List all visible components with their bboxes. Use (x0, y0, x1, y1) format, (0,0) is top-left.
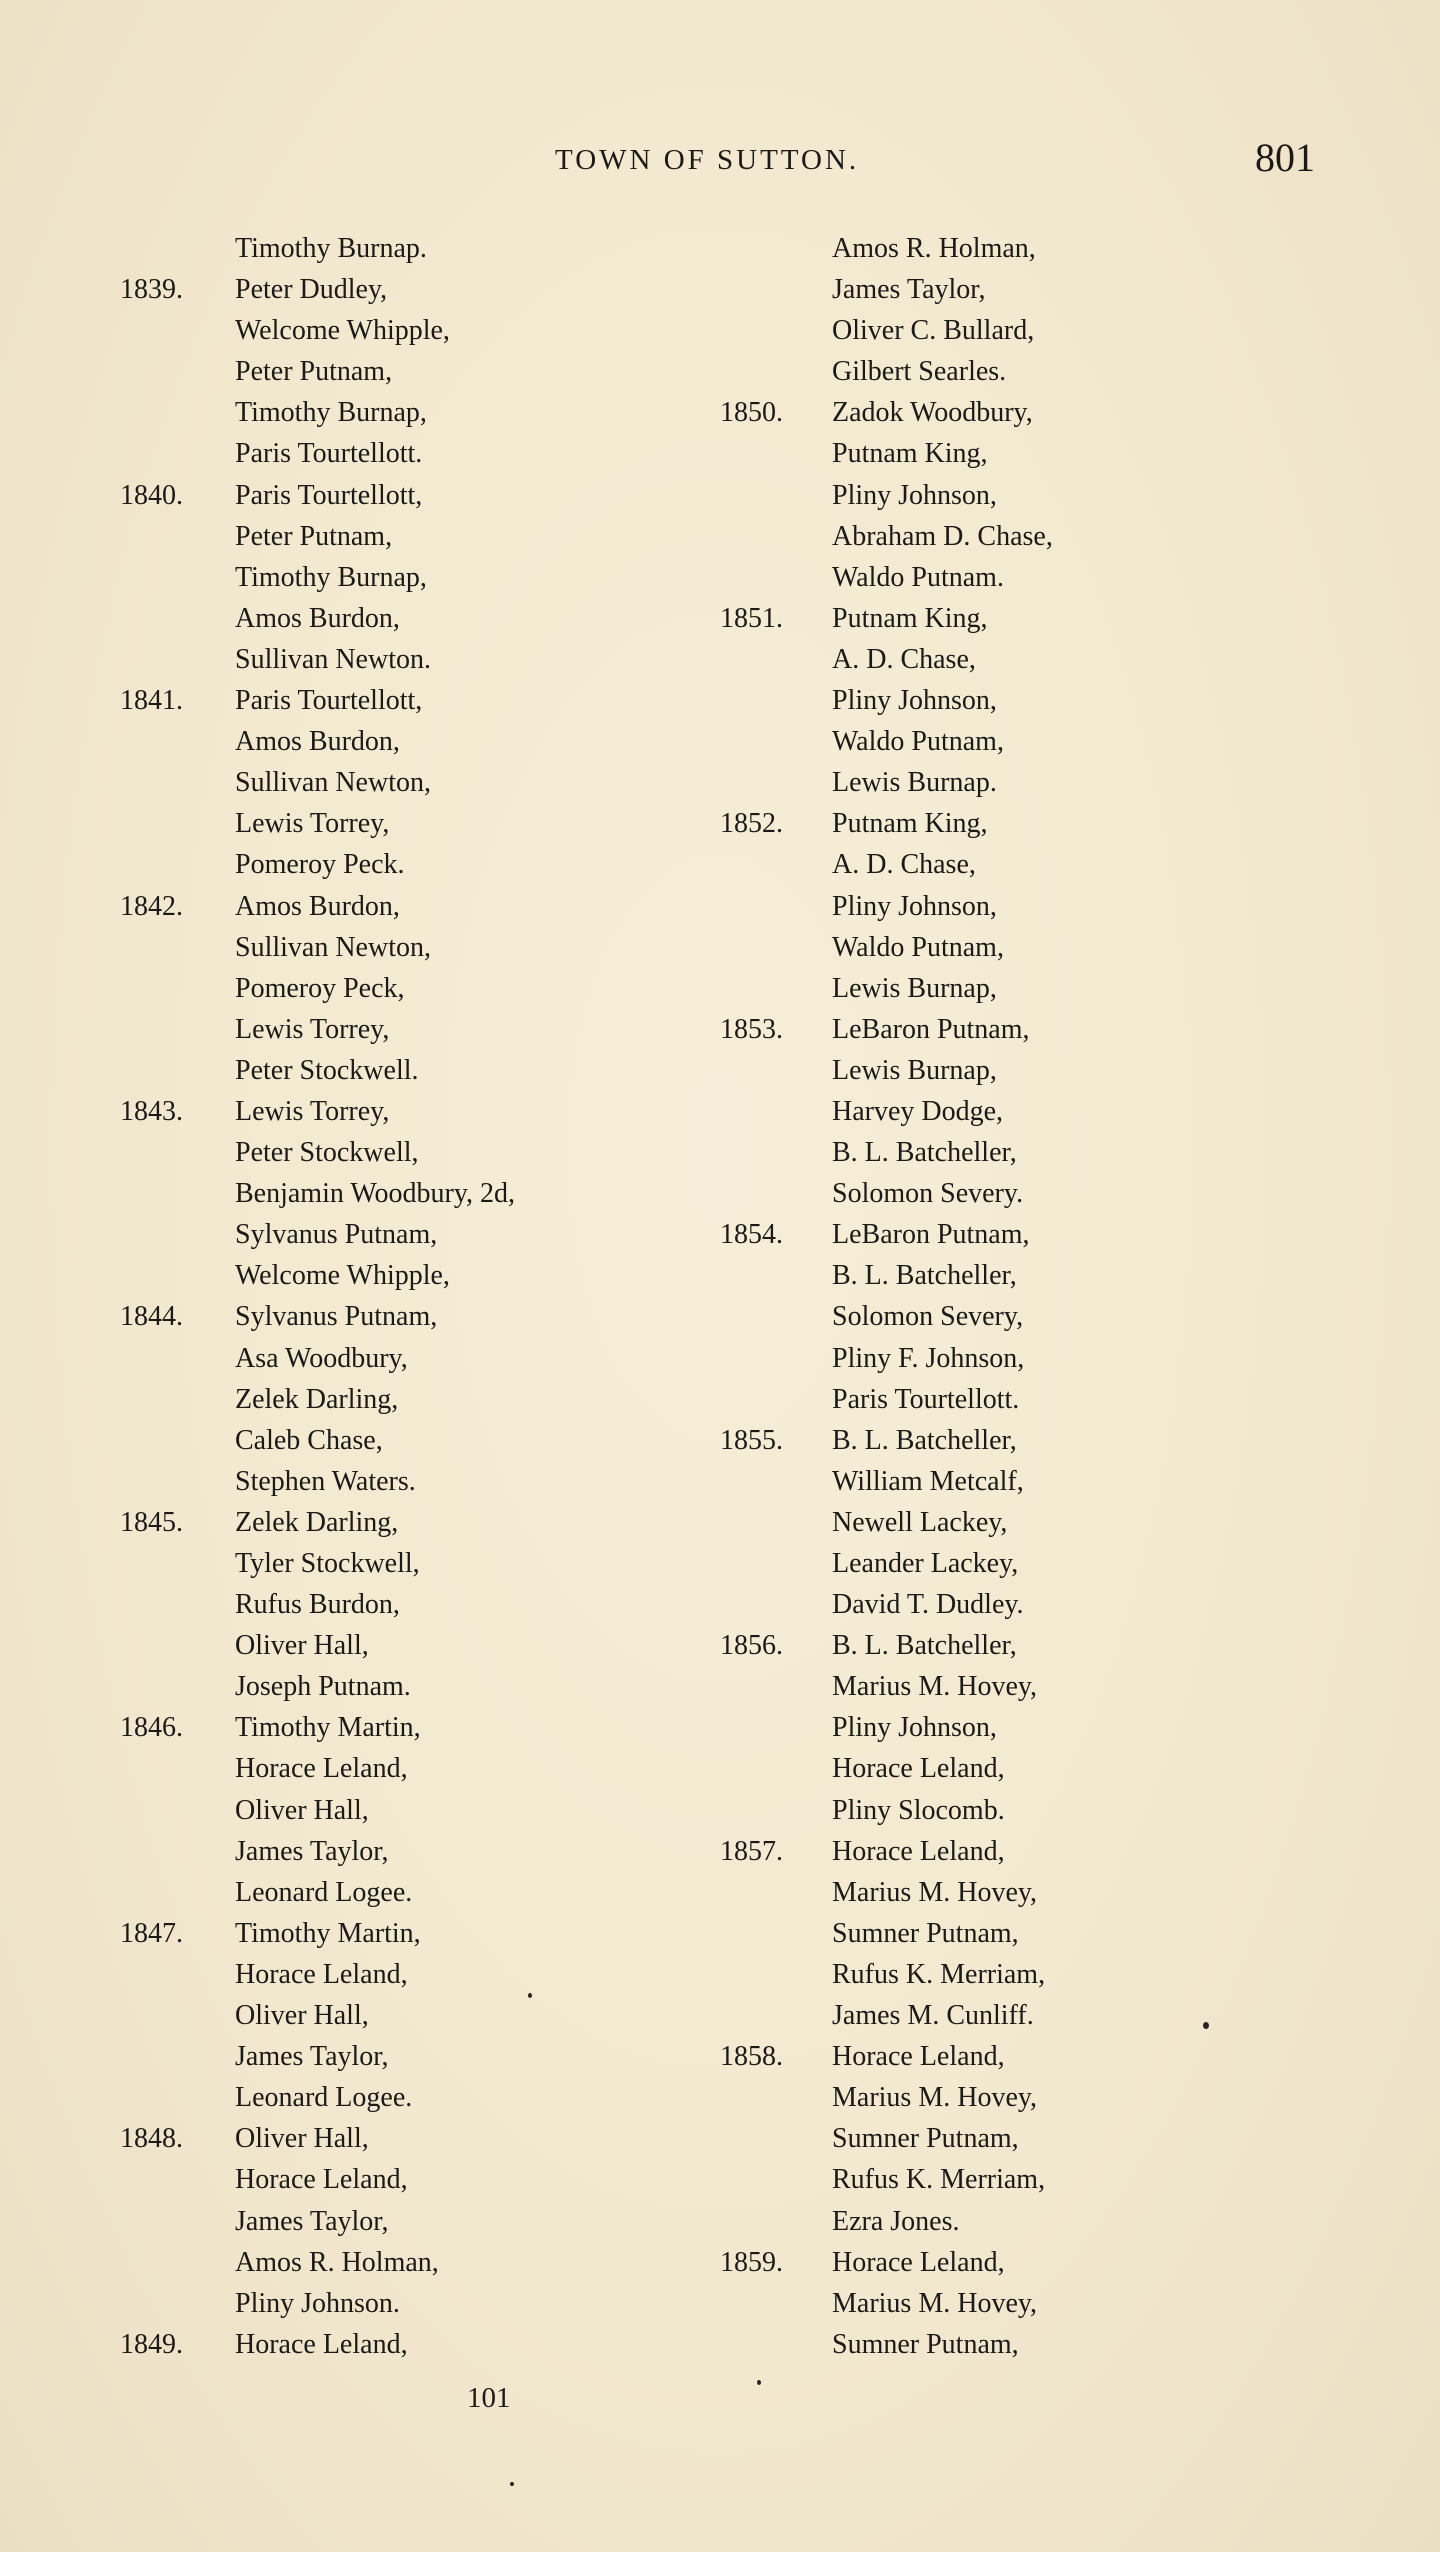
entry-name: Paris Tourtellott, (235, 479, 423, 511)
entry-name: Tyler Stockwell, (235, 1548, 420, 1579)
entry-name: Amos Burdon, (235, 602, 400, 634)
entry-name: Welcome Whipple, (235, 315, 450, 347)
entry-name: Marius M. Hovey, (832, 2082, 1038, 2114)
entry-year: 1840. (120, 479, 183, 511)
entry-year: 1856. (720, 1630, 783, 1662)
entry-name: Lewis Torrey, (235, 1095, 390, 1127)
paper-speck (528, 1993, 532, 1998)
running-title: TOWN OF SUTTON. (555, 144, 860, 176)
entry-name: Sumner Putnam, (832, 1917, 1019, 1949)
entry-name: Lewis Burnap, (832, 1054, 997, 1086)
entry-name: Timothy Burnap. (235, 233, 427, 264)
entry-name: Sullivan Newton. (235, 643, 431, 675)
entry-year: 1841. (120, 685, 183, 717)
entry-name: Horace Leland, (235, 1753, 408, 1785)
entry-name: Pliny Johnson. (235, 2287, 400, 2319)
entry-name: Zadok Woodbury, (832, 397, 1033, 429)
entry-name: Timothy Burnap, (235, 397, 427, 429)
entry-name: LeBaron Putnam, (832, 1219, 1030, 1251)
entry-year: 1842. (120, 890, 183, 922)
entry-name: Newell Lackey, (832, 1506, 1008, 1538)
entry-name: Joseph Putnam. (235, 1671, 411, 1703)
entry-name: Lewis Burnap. (832, 767, 997, 799)
entry-name: Oliver Hall, (235, 2123, 369, 2155)
entry-name: Marius M. Hovey, (832, 2287, 1038, 2319)
entry-name: Stephen Waters. (235, 1465, 416, 1497)
entry-name: Harvey Dodge, (832, 1095, 1004, 1127)
entry-year: 1859. (720, 2246, 783, 2278)
entry-year: 1844. (120, 1301, 183, 1333)
entry-name: B. L. Batcheller, (832, 1137, 1017, 1169)
entry-year: 1857. (720, 1835, 783, 1867)
entry-name: Waldo Putnam. (832, 561, 1004, 593)
entry-name: Caleb Chase, (235, 1424, 383, 1456)
entry-name: Horace Leland, (235, 2164, 408, 2196)
entry-name: Zelek Darling, (235, 1506, 399, 1538)
entry-year: 1843. (120, 1095, 183, 1127)
entry-name: A. D. Chase, (832, 849, 976, 881)
entry-year: 1839. (120, 274, 183, 306)
entry-name: Horace Leland, (235, 1958, 408, 1990)
entry-name: David T. Dudley. (832, 1589, 1024, 1621)
entry-name: Leonard Logee. (235, 1876, 413, 1908)
paper-speck (510, 2482, 514, 2486)
entry-name: James Taylor, (235, 2041, 389, 2073)
entry-name: James M. Cunliff. (832, 2000, 1034, 2032)
entry-year: 1855. (720, 1424, 783, 1456)
signature-number: 101 (467, 2382, 511, 2414)
entry-name: Peter Stockwell, (235, 1137, 419, 1169)
paper-speck (757, 2380, 761, 2385)
entry-name: Sullivan Newton, (235, 931, 431, 963)
entry-year: 1846. (120, 1712, 183, 1744)
entry-name: Paris Tourtellott. (235, 438, 423, 470)
entry-name: Horace Leland, (832, 2041, 1005, 2073)
entry-name: Gilbert Searles. (832, 356, 1007, 388)
entry-year: 1848. (120, 2123, 183, 2155)
entry-name: Horace Leland, (235, 2328, 408, 2360)
entry-name: Zelek Darling, (235, 1383, 399, 1415)
entry-name: Paris Tourtellott, (235, 685, 423, 717)
entry-year: 1847. (120, 1917, 183, 1949)
paper-speck (1203, 2022, 1209, 2029)
entry-name: Pliny F. Johnson, (832, 1342, 1025, 1374)
entry-name: Solomon Severy. (832, 1178, 1024, 1210)
entry-name: William Metcalf, (832, 1465, 1024, 1497)
entry-name: Horace Leland, (832, 1753, 1005, 1785)
entry-name: Horace Leland, (832, 1835, 1005, 1867)
entry-name: Paris Tourtellott. (832, 1383, 1020, 1415)
entry-name: Oliver Hall, (235, 2000, 369, 2032)
entry-name: Oliver Hall, (235, 1794, 369, 1826)
entry-name: Pliny Johnson, (832, 890, 997, 922)
entry-name: Sylvanus Putnam, (235, 1219, 438, 1251)
entry-year: 1845. (120, 1506, 183, 1538)
entry-name: Timothy Burnap, (235, 561, 427, 593)
entry-name: Solomon Severy, (832, 1301, 1024, 1333)
entry-name: Peter Putnam, (235, 520, 393, 552)
entry-name: Pliny Slocomb. (832, 1794, 1005, 1826)
entry-name: B. L. Batcheller, (832, 1630, 1017, 1662)
entry-name: Abraham D. Chase, (832, 520, 1053, 552)
entry-name: Rufus K. Merriam, (832, 1958, 1046, 1990)
entry-name: Pliny Johnson, (832, 685, 997, 717)
entry-year: 1849. (120, 2328, 183, 2360)
entry-name: Peter Putnam, (235, 356, 393, 388)
entry-name: Pliny Johnson, (832, 479, 997, 511)
entry-name: Amos R. Holman, (235, 2246, 439, 2278)
entry-name: James Taylor, (832, 274, 986, 306)
entry-name: Amos Burdon, (235, 726, 400, 758)
entry-name: Welcome Whipple, (235, 1260, 450, 1292)
entry-name: Leander Lackey, (832, 1548, 1019, 1579)
entry-name: A. D. Chase, (832, 643, 976, 675)
entry-name: Peter Dudley, (235, 274, 388, 306)
entry-year: 1850. (720, 397, 783, 429)
entry-name: B. L. Batcheller, (832, 1424, 1017, 1456)
entry-year: 1851. (720, 602, 783, 634)
entry-name: James Taylor, (235, 1835, 389, 1867)
entry-name: B. L. Batcheller, (832, 1260, 1017, 1292)
entry-name: Rufus K. Merriam, (832, 2164, 1046, 2196)
entry-name: Sumner Putnam, (832, 2123, 1019, 2155)
entry-name: Benjamin Woodbury, 2d, (235, 1178, 516, 1210)
entry-name: Rufus Burdon, (235, 1589, 400, 1621)
entry-name: Horace Leland, (832, 2246, 1005, 2278)
entry-name: Amos Burdon, (235, 890, 400, 922)
entry-name: Oliver Hall, (235, 1630, 369, 1662)
entry-name: Marius M. Hovey, (832, 1671, 1038, 1703)
entry-name: Peter Stockwell. (235, 1054, 419, 1086)
entry-name: Asa Woodbury, (235, 1342, 408, 1374)
entry-name: James Taylor, (235, 2205, 389, 2237)
entry-name: Waldo Putnam, (832, 931, 1004, 963)
entry-name: Ezra Jones. (832, 2205, 960, 2237)
entry-year: 1854. (720, 1219, 783, 1251)
page-header (0, 135, 1440, 190)
entry-name: Marius M. Hovey, (832, 1876, 1038, 1908)
entry-name: Waldo Putnam, (832, 726, 1004, 758)
entry-name: Timothy Martin, (235, 1712, 421, 1744)
entry-name: Oliver C. Bullard, (832, 315, 1035, 347)
entry-name: Lewis Torrey, (235, 808, 390, 840)
entry-name: Lewis Torrey, (235, 1013, 390, 1045)
page-number: 801 (1255, 135, 1315, 180)
entry-name: Amos R. Holman, (832, 233, 1036, 264)
entry-name: Leonard Logee. (235, 2082, 413, 2114)
entry-name: Sullivan Newton, (235, 767, 431, 799)
entry-year: 1852. (720, 808, 783, 840)
entry-name: Pomeroy Peck, (235, 972, 405, 1004)
entry-name: Pliny Johnson, (832, 1712, 997, 1744)
entry-year: 1858. (720, 2041, 783, 2073)
entry-name: Lewis Burnap, (832, 972, 997, 1004)
entry-year: 1853. (720, 1013, 783, 1045)
entry-name: Putnam King, (832, 808, 988, 840)
entry-name: Putnam King, (832, 438, 988, 470)
entry-name: LeBaron Putnam, (832, 1013, 1030, 1045)
entry-name: Pomeroy Peck. (235, 849, 405, 881)
entry-name: Sylvanus Putnam, (235, 1301, 438, 1333)
entry-name: Sumner Putnam, (832, 2328, 1019, 2360)
entry-name: Putnam King, (832, 602, 988, 634)
entry-name: Timothy Martin, (235, 1917, 421, 1949)
